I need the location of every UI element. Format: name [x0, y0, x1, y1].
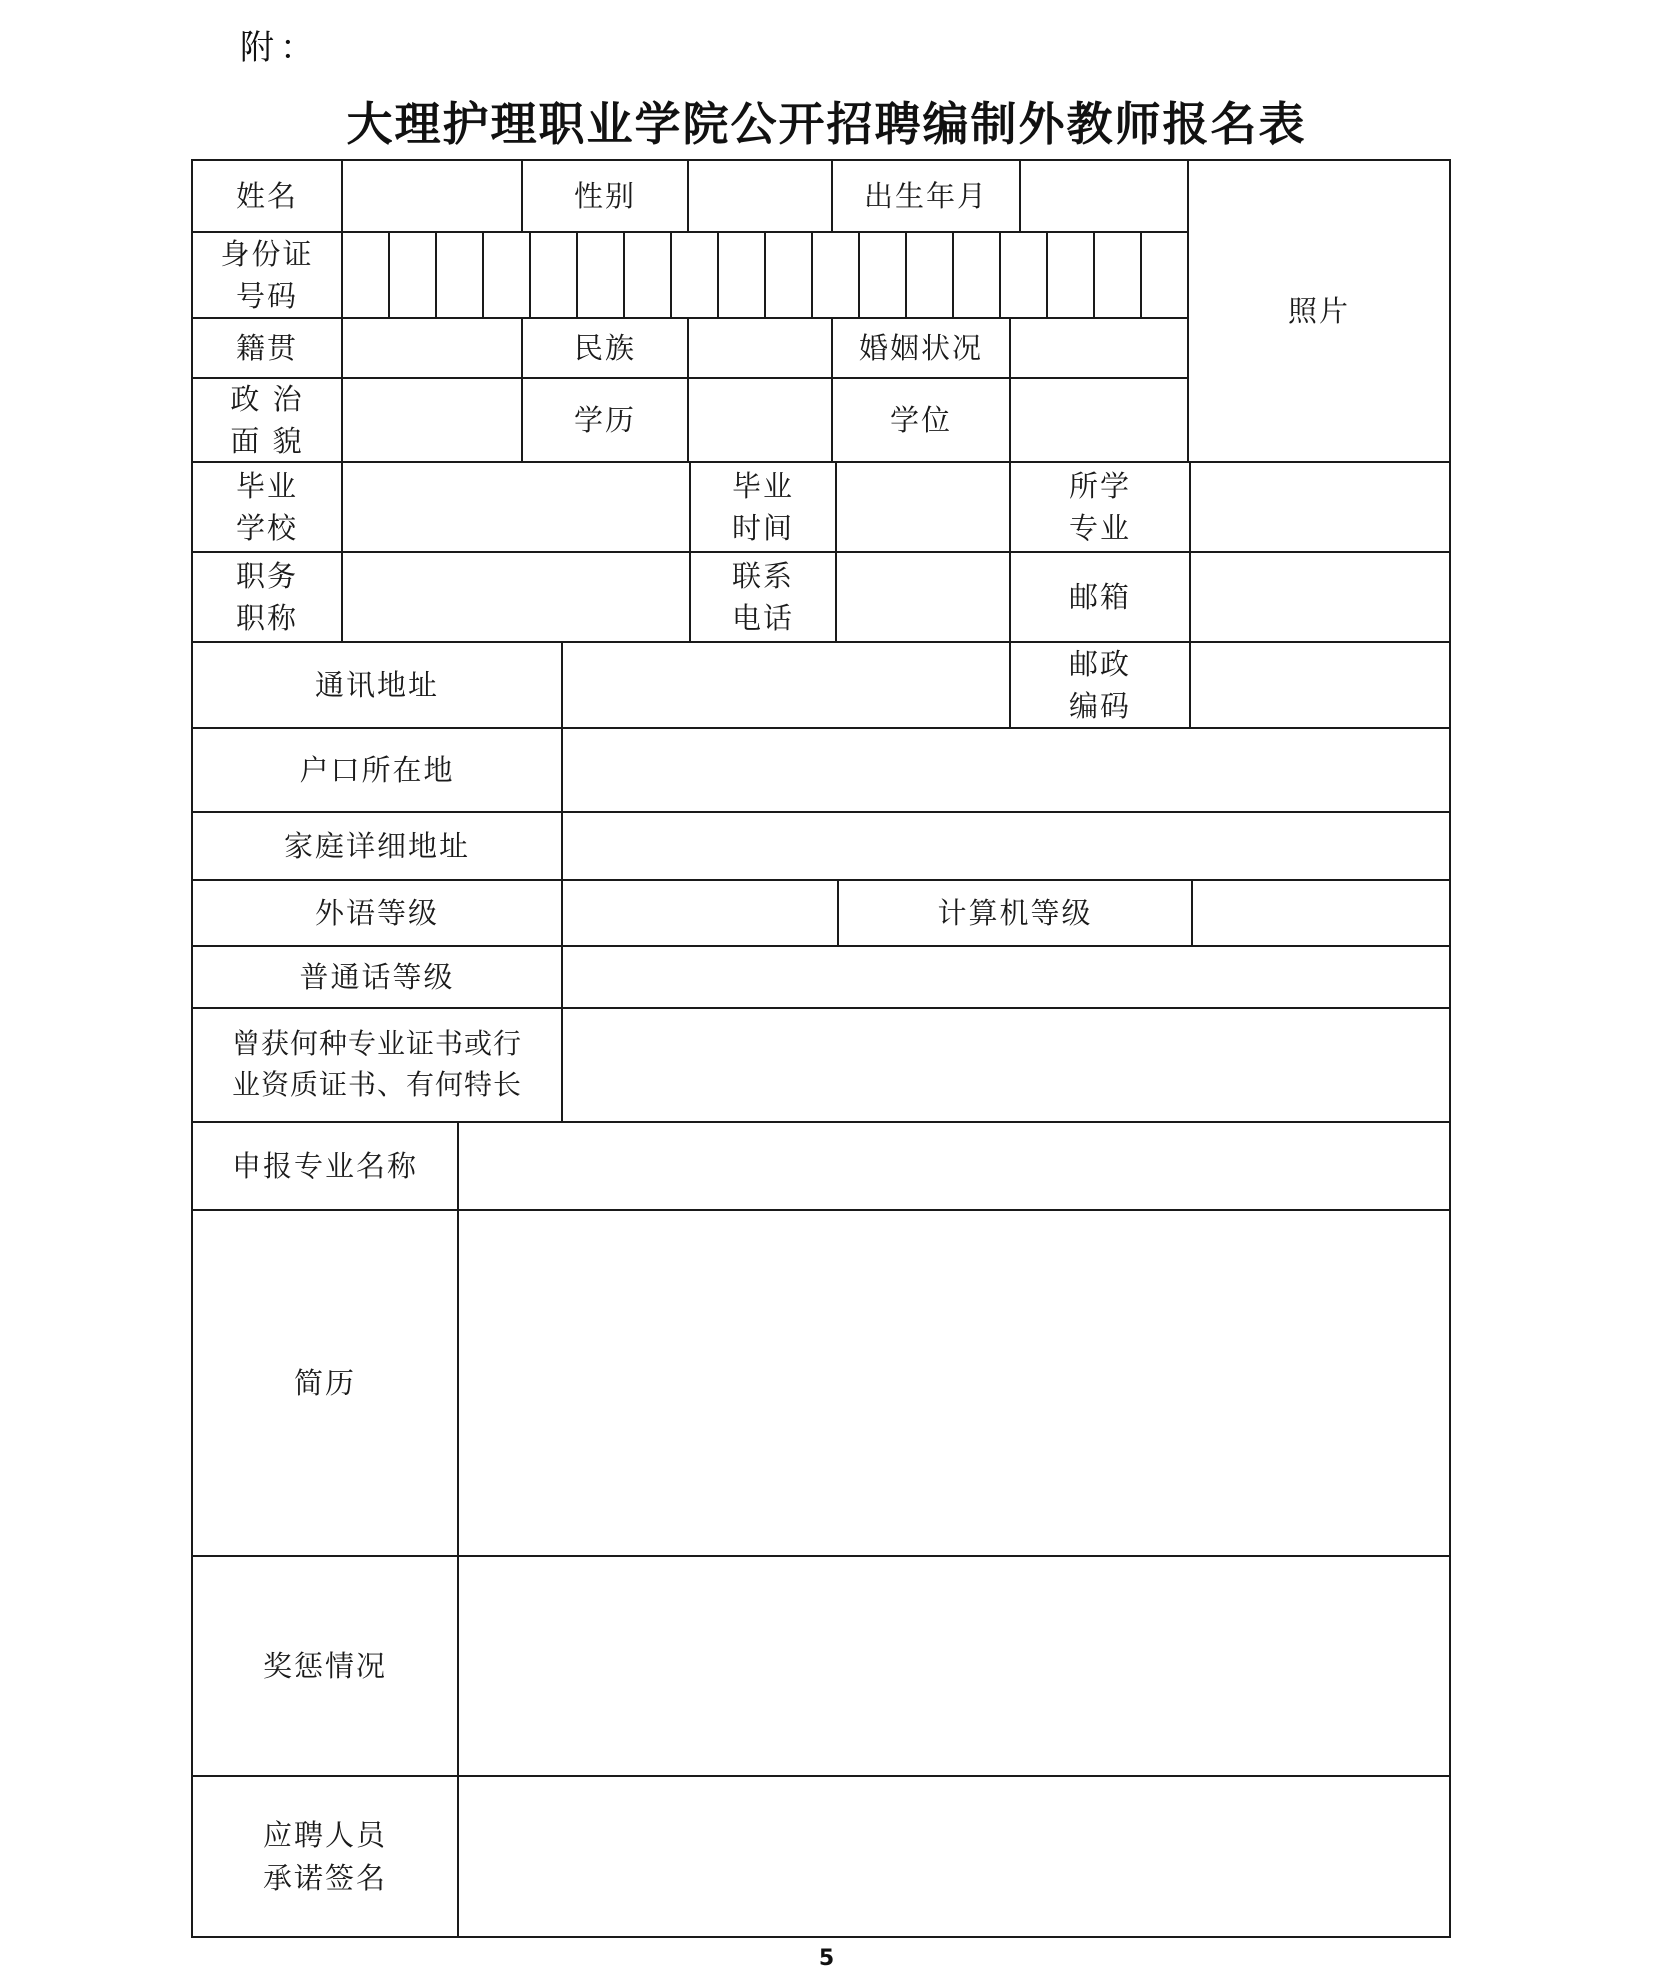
label-marital-status: 婚姻状况 [858, 330, 983, 365]
resume-input[interactable] [458, 1210, 1450, 1556]
mailing-address-input[interactable] [562, 642, 1010, 728]
label-graduated-school: 毕业 学校 [235, 468, 298, 545]
label-native-place: 籍贯 [235, 330, 298, 365]
label-position-title: 职务 职称 [235, 558, 298, 635]
label-gender: 性别 [573, 178, 636, 213]
gender-input[interactable] [688, 160, 832, 232]
rewards-punishments-input[interactable] [458, 1556, 1450, 1776]
label-political-status: 政 治 面 貌 [230, 381, 304, 458]
email-input[interactable] [1190, 552, 1450, 642]
home-address-input[interactable] [562, 812, 1450, 880]
degree-input[interactable] [1010, 378, 1188, 462]
annex-label: 附： [240, 28, 320, 68]
label-id-number: 身份证 号码 [220, 236, 314, 313]
label-name: 姓名 [235, 178, 298, 213]
foreign-language-level-input[interactable] [562, 880, 838, 946]
birth-date-input[interactable] [1020, 160, 1188, 232]
applied-major-input[interactable] [458, 1122, 1450, 1210]
label-applied-major: 申报专业名称 [231, 1148, 418, 1183]
graduation-time-input[interactable] [836, 462, 1010, 552]
label-applicant-signature: 应聘人员 承诺签名 [262, 1818, 387, 1895]
form-title: 大理护理职业学院公开招聘编制外教师报名表 [346, 97, 1307, 151]
graduated-school-input[interactable] [342, 462, 690, 552]
label-home-address: 家庭详细地址 [283, 828, 470, 863]
education-input[interactable] [688, 378, 832, 462]
position-title-input[interactable] [342, 552, 690, 642]
photo-area[interactable]: 照片 [1287, 294, 1350, 328]
label-degree: 学位 [889, 402, 952, 437]
label-foreign-language-level: 外语等级 [314, 895, 439, 930]
marital-status-input[interactable] [1010, 318, 1188, 378]
label-ethnicity: 民族 [573, 330, 636, 365]
label-postal-code: 邮政 编码 [1068, 646, 1131, 723]
page-number: 5 [818, 1946, 835, 1971]
label-graduation-time: 毕业 时间 [731, 468, 794, 545]
applicant-signature-input[interactable] [458, 1776, 1450, 1937]
label-email: 邮箱 [1068, 579, 1131, 614]
label-certificates: 曾获何种专业证书或行 业资质证书、有何特长 [231, 1027, 522, 1101]
postal-code-input[interactable] [1190, 642, 1450, 728]
certificates-input[interactable] [562, 1008, 1450, 1122]
household-location-input[interactable] [562, 728, 1450, 812]
ethnicity-input[interactable] [688, 318, 832, 378]
label-mandarin-level: 普通话等级 [299, 959, 455, 994]
computer-level-input[interactable] [1192, 880, 1450, 946]
label-major: 所学 专业 [1068, 468, 1131, 545]
id-number-input[interactable] [342, 232, 1188, 318]
label-mailing-address: 通讯地址 [314, 667, 439, 702]
label-resume: 简历 [293, 1365, 356, 1400]
label-household-location: 户口所在地 [299, 752, 455, 787]
label-phone: 联系 电话 [731, 558, 794, 635]
native-place-input[interactable] [342, 318, 522, 378]
mandarin-level-input[interactable] [562, 946, 1450, 1008]
label-education: 学历 [573, 402, 636, 437]
label-computer-level: 计算机等级 [937, 895, 1093, 930]
label-birth-date: 出生年月 [863, 178, 988, 213]
political-status-input[interactable] [342, 378, 522, 462]
major-input[interactable] [1190, 462, 1450, 552]
phone-input[interactable] [836, 552, 1010, 642]
name-input[interactable] [342, 160, 522, 232]
label-rewards-punishments: 奖惩情况 [262, 1648, 387, 1683]
